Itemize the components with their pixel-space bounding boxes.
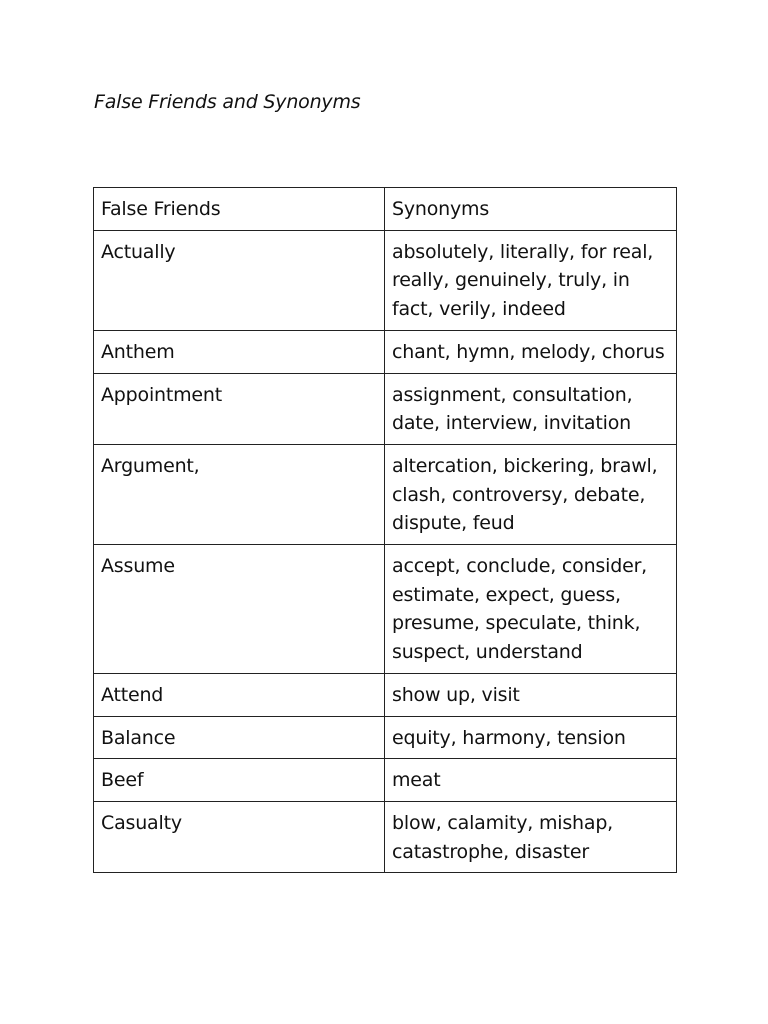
false-friends-table: [93, 187, 677, 873]
false-friend-cell: Actually: [94, 230, 385, 330]
table-row: [94, 545, 677, 674]
table-row: [94, 673, 677, 716]
false-friend-cell: Balance: [94, 716, 385, 759]
false-friend-cell: Anthem: [94, 330, 385, 373]
false-friend-cell: Beef: [94, 759, 385, 802]
table-row: [94, 716, 677, 759]
table-row: [94, 444, 677, 544]
header-false-friends: False Friends: [94, 188, 385, 231]
header-synonyms: Synonyms: [385, 188, 677, 231]
table-row: [94, 759, 677, 802]
false-friend-cell: Appointment: [94, 373, 385, 444]
document-title: False Friends and Synonyms: [94, 91, 361, 113]
synonyms-cell: chant, hymn, melody, chorus: [385, 330, 677, 373]
synonyms-cell: altercation, bickering, brawl, clash, controversy, debate, dispute, feud: [385, 444, 677, 544]
false-friend-cell: Casualty: [94, 801, 385, 872]
synonyms-cell: show up, visit: [385, 673, 677, 716]
synonyms-cell: meat: [385, 759, 677, 802]
synonyms-cell: equity, harmony, tension: [385, 716, 677, 759]
synonyms-cell: absolutely, literally, for real, really, genuinely, truly, in fact, verily, indeed: [385, 230, 677, 330]
synonyms-cell: assignment, consultation, date, interview, invitation: [385, 373, 677, 444]
header-row: [94, 188, 677, 231]
table-row: [94, 330, 677, 373]
false-friend-cell: Assume: [94, 545, 385, 674]
table-row: [94, 373, 677, 444]
false-friend-cell: Argument,: [94, 444, 385, 544]
table-row: [94, 230, 677, 330]
synonyms-cell: accept, conclude, consider, estimate, expect, guess, presume, speculate, think, suspect, understand: [385, 545, 677, 674]
synonyms-cell: blow, calamity, mishap, catastrophe, disaster: [385, 801, 677, 872]
table-row: [94, 801, 677, 872]
false-friend-cell: Attend: [94, 673, 385, 716]
